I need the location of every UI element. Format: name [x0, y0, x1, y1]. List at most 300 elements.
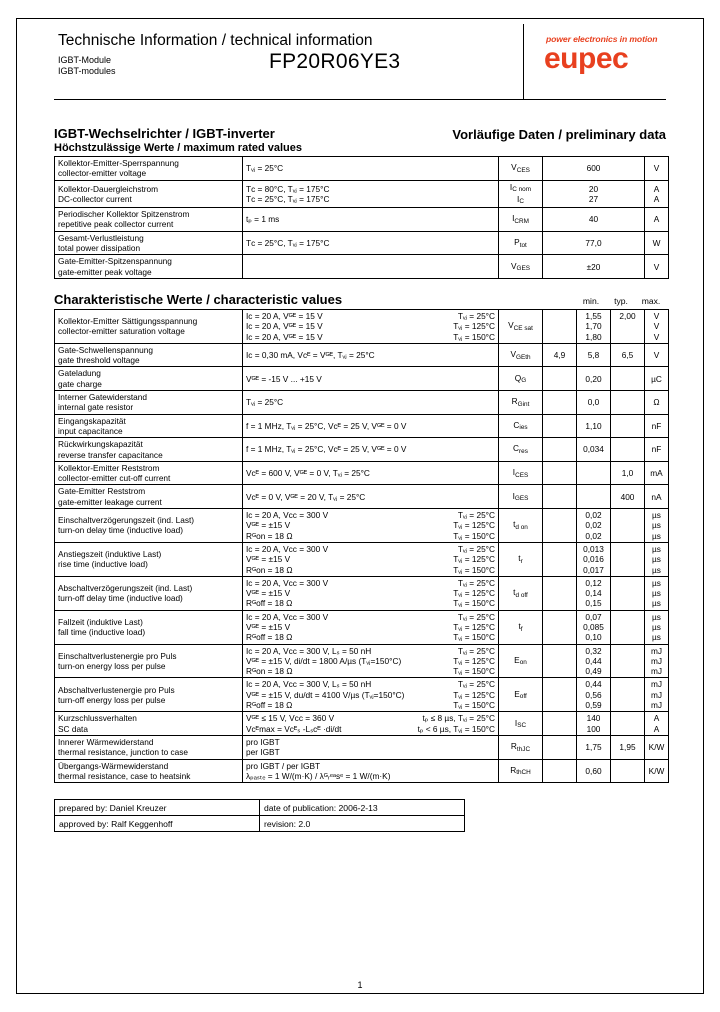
condition-left: Rᴳon = 18 Ω [246, 530, 293, 541]
conditions-stack [246, 214, 495, 224]
row-value-min [543, 438, 577, 462]
brand-slogan: power electronics in motion [546, 34, 658, 44]
table-row [55, 208, 669, 232]
unit-value: mJ [650, 666, 663, 677]
symbol-text: $V_{GEth}$ [510, 349, 531, 361]
row-symbol [499, 231, 543, 255]
unit-value: µs [652, 543, 661, 554]
value-max [614, 444, 641, 454]
unit-value: µs [652, 588, 661, 599]
revision: revision: 2.0 [260, 816, 465, 832]
description-de: Kollektor-Dauergleichstrom [58, 183, 159, 194]
description-de: Fallzeit (induktive Last) [58, 616, 143, 627]
description-en: thermal resistance, junction to case [58, 747, 189, 758]
value-max [614, 766, 641, 776]
condition-line [246, 520, 495, 530]
row-symbol [499, 208, 543, 232]
row-value-min [543, 414, 577, 438]
col-header-typ: typ. [614, 295, 628, 306]
value-max [614, 690, 641, 700]
condition-line [246, 468, 495, 478]
condition-left: per IGBT [246, 747, 280, 758]
table-row [55, 231, 669, 255]
row-conditions [243, 309, 499, 343]
value-max [614, 520, 641, 530]
condition-line [246, 421, 495, 431]
value-min [546, 544, 573, 554]
row-unit [645, 343, 669, 367]
row-description [55, 678, 243, 712]
symbol-text: $C_{res}$ [513, 443, 528, 455]
unit-value: µs [652, 598, 661, 609]
condition-left: pro IGBT / per IGBT [246, 760, 321, 771]
condition-right: Tᵥⱼ = 25°C [457, 510, 495, 521]
condition-left: Vᴳᴱ = ±15 V [246, 520, 291, 531]
unit-value: mJ [650, 645, 663, 656]
condition-right: Tᵥⱼ = 150°C [453, 530, 495, 541]
row-symbol [499, 461, 543, 485]
section1-title-block [54, 126, 302, 154]
description-de: Abschaltverzögerungszeit (ind. Last) [58, 582, 193, 593]
condition-line [246, 632, 495, 642]
row-unit [645, 414, 669, 438]
condition-right: Tᵥⱼ = 150°C [453, 598, 495, 609]
symbol-subscript: d off [515, 591, 528, 599]
unit-value: V [653, 310, 660, 321]
row-value-typ [577, 759, 611, 783]
value-typ: 1,10 [585, 420, 602, 431]
row-description [55, 391, 243, 415]
section1-subtitle: Höchstzulässige Werte / maximum rated values [54, 142, 302, 154]
condition-right: Tᵥⱼ = 125°C [453, 520, 495, 531]
value-typ: 27 [588, 193, 599, 204]
condition-line [246, 646, 495, 656]
condition-line [246, 163, 495, 173]
condition-line [246, 724, 495, 734]
table-row [55, 343, 669, 367]
unit-value: µs [652, 632, 661, 643]
value-max [614, 374, 641, 384]
symbol-subscript: ies [519, 424, 528, 432]
preliminary-data-label: Vorläufige Daten / preliminary data [452, 127, 666, 142]
row-value-typ [577, 367, 611, 391]
minmax-column-headers [576, 296, 666, 307]
row-value-max [611, 343, 645, 367]
condition-line [246, 656, 495, 666]
symbol-text: $t_f$ [518, 620, 523, 633]
row-value-typ [577, 461, 611, 485]
row-value [543, 208, 645, 232]
value-max [614, 397, 641, 407]
document-title: Technische Information / technical information [58, 32, 373, 49]
unit-value: µC [651, 373, 662, 384]
row-unit [645, 461, 669, 485]
unit-value: µs [652, 530, 661, 541]
row-value-max [611, 735, 645, 759]
value-min [546, 690, 573, 700]
row-value-min [543, 343, 577, 367]
row-value-max [611, 461, 645, 485]
condition-left: Iᴄ = 20 A, Vᴄᴄ = 300 V [246, 577, 329, 588]
condition-line [246, 700, 495, 710]
condition-line [246, 612, 495, 622]
symbol-subscript: CES [516, 166, 530, 174]
row-description [55, 208, 243, 232]
condition-line [246, 578, 495, 588]
row-symbol [499, 485, 543, 509]
value-typ: 140 [586, 713, 601, 724]
value-typ: 0,085 [583, 621, 604, 632]
condition-left: Iᴄ = 20 A, Vᴳᴱ = 15 V [246, 321, 323, 332]
description-de: Kollektor-Emitter Sättigungsspannung [58, 316, 198, 327]
unit-value: µs [652, 621, 661, 632]
row-description [55, 461, 243, 485]
row-symbol [499, 735, 543, 759]
value-max [614, 554, 641, 564]
row-unit [645, 610, 669, 644]
condition-right: tₚ < 6 µs, Tᵥⱼ = 150°C [417, 723, 495, 734]
conditions-stack [246, 163, 495, 173]
symbol-subscript: Gint [517, 400, 530, 408]
unit-value: V [653, 261, 660, 272]
symbol-text: $E_{off}$ [514, 688, 527, 701]
row-unit [645, 255, 669, 279]
row-description [55, 712, 243, 736]
condition-line [246, 214, 495, 224]
value-min [546, 554, 573, 564]
row-description [55, 485, 243, 509]
symbol-subscript: CES [515, 471, 529, 479]
value-typ: 5,8 [587, 350, 600, 360]
unit-value: Ω [653, 397, 660, 408]
row-unit [645, 712, 669, 736]
description-de: Gate-Emitter-Spitzenspannung [58, 256, 172, 267]
unit-value: µs [652, 577, 661, 588]
symbol-text: $R_{thCH}$ [510, 764, 531, 777]
table-row [55, 157, 669, 181]
value-typ: 1,55 [585, 310, 602, 321]
row-symbol [499, 644, 543, 678]
row-unit [645, 231, 669, 255]
row-symbol [499, 678, 543, 712]
condition-left: Rᴳoff = 18 Ω [246, 700, 293, 711]
value-min [546, 531, 573, 541]
value-min [546, 622, 573, 632]
description-de: Innerer Wärmewiderstand [58, 736, 154, 747]
condition-left: Iᴄ = 0,30 mA, Vᴄᴱ = Vᴳᴱ, Tᵥⱼ = 25°C [246, 350, 375, 360]
description-de: Einschaltverzögerungszeit (ind. Last) [58, 515, 195, 526]
description-en: turn-off delay time (inductive load) [58, 593, 183, 604]
condition-left: Vᴳᴱ = ±15 V, du/dt = 4100 V/µs (Tᵥⱼ=150°C) [246, 689, 405, 700]
value-min [546, 332, 573, 342]
row-unit [645, 678, 669, 712]
row-value-typ [577, 485, 611, 509]
row-value-min [543, 610, 577, 644]
value-min [546, 321, 573, 331]
row-symbol [499, 367, 543, 391]
page-content [54, 24, 666, 832]
row-conditions [243, 343, 499, 367]
condition-left: Tᴄ = 25°C, Tᵥⱼ = 175°C [246, 193, 330, 204]
description-en: gate charge [58, 378, 102, 389]
unit-value: mJ [650, 655, 663, 666]
row-description [55, 309, 243, 343]
product-family-de: IGBT-Module [58, 55, 112, 65]
row-unit [645, 367, 669, 391]
description-en: collector-emitter cut-off current [58, 473, 171, 484]
row-description [55, 157, 243, 181]
value-typ: 20 [588, 183, 599, 194]
condition-left: Iᴄ = 20 A, Vᴄᴄ = 300 V [246, 510, 329, 521]
row-value-typ [577, 576, 611, 610]
symbol-subscript: f [520, 625, 523, 633]
description-de: Abschaltverlustenergie pro Puls [58, 684, 175, 695]
part-number: FP20R06YE3 [269, 50, 401, 73]
condition-right: Tᵥⱼ = 25°C [457, 645, 495, 656]
value-typ: 77,0 [585, 237, 602, 248]
value-min [546, 679, 573, 689]
section2-header [54, 292, 666, 307]
description-de: Kollektor-Emitter Reststrom [58, 462, 160, 473]
row-conditions [243, 391, 499, 415]
row-value-typ [577, 343, 611, 367]
value-max [614, 666, 641, 676]
value-typ: 0,016 [583, 554, 604, 565]
value-min [546, 632, 573, 642]
value-min [546, 700, 573, 710]
row-conditions [243, 438, 499, 462]
value-typ: 40 [588, 214, 599, 225]
value-max: 6,5 [621, 350, 634, 360]
row-unit [645, 644, 669, 678]
value-min [546, 766, 573, 776]
value-typ: 0,10 [585, 632, 602, 643]
row-conditions [243, 461, 499, 485]
value-min [546, 724, 573, 734]
value-max [614, 612, 641, 622]
conditions-stack [246, 444, 495, 454]
description-de: Kollektor-Emitter-Sperrspannung [58, 158, 179, 168]
symbol-text: $R_{Gint}$ [511, 396, 530, 408]
condition-line [246, 588, 495, 598]
value-max: 400 [620, 491, 635, 502]
symbol-subscript: C nom [512, 186, 532, 194]
table-row [55, 678, 669, 712]
symbol-text: $t_{d on}$ [513, 519, 528, 531]
condition-line [246, 531, 495, 541]
row-value [543, 180, 645, 208]
row-description [55, 414, 243, 438]
value-min [546, 421, 573, 431]
description-de: Eingangskapazität [58, 415, 126, 426]
description-de: Übergangs-Wärmewiderstand [58, 760, 169, 771]
condition-left: Tᵥⱼ = 25°C [246, 397, 284, 408]
value-max [614, 531, 641, 541]
row-unit [645, 735, 669, 759]
table-row [55, 610, 669, 644]
row-conditions [243, 759, 499, 783]
symbol-text: $P_{tot}$ [514, 236, 527, 249]
condition-right: Tᵥⱼ = 125°C [453, 554, 495, 565]
value-max [614, 578, 641, 588]
row-value-typ [577, 309, 611, 343]
prepared-by: prepared by: Daniel Kreuzer [55, 800, 260, 816]
symbol-subscript: SC [517, 722, 527, 730]
row-conditions [243, 678, 499, 712]
condition-right: Tᵥⱼ = 150°C [453, 331, 495, 342]
unit-value: mA [650, 467, 663, 478]
unit-value: nF [651, 444, 662, 455]
row-value-max [611, 759, 645, 783]
value-max [614, 700, 641, 710]
table-row [55, 712, 669, 736]
value-min [546, 444, 573, 454]
table-row [55, 414, 669, 438]
value-typ: ±20 [586, 261, 601, 272]
description-en: thermal resistance, case to heatsink [58, 770, 191, 781]
value-typ: 600 [586, 163, 601, 174]
condition-left: λₚₐₛₜₑ = 1 W/(m·K) / λᴳᵣᵉᵃѕᵉ = 1 W/(m·K) [246, 770, 391, 781]
table-row [55, 367, 669, 391]
description-en: reverse transfer capacitance [58, 449, 163, 460]
symbol-subscript: off [519, 693, 527, 701]
symbol-subscript: CE sat [513, 324, 533, 332]
table-row [55, 461, 669, 485]
condition-line [246, 350, 495, 360]
condition-left: Rᴳoff = 18 Ω [246, 598, 293, 609]
characteristic-values-table [54, 309, 669, 783]
condition-line [246, 679, 495, 689]
value-max [614, 632, 641, 642]
row-unit [645, 509, 669, 543]
condition-right: Tᵥⱼ = 150°C [453, 632, 495, 643]
value-max: 1,0 [621, 467, 634, 478]
unit-value: nF [651, 420, 662, 431]
table-row [55, 485, 669, 509]
row-value-max [611, 712, 645, 736]
symbol-text: $I_{SC}$ [514, 717, 527, 730]
row-symbol [499, 309, 543, 343]
description-en: collector-emitter saturation voltage [58, 326, 185, 337]
symbol-subscript: CRM [514, 217, 529, 225]
value-typ: 0,20 [585, 373, 602, 384]
conditions-stack [246, 646, 495, 677]
value-max [614, 588, 641, 598]
header-left [54, 24, 523, 99]
value-min [546, 311, 573, 321]
condition-right: Tᵥⱼ = 25°C [457, 543, 495, 554]
condition-right: Tᵥⱼ = 125°C [453, 588, 495, 599]
condition-line [246, 666, 495, 676]
unit-value: mJ [650, 700, 663, 711]
condition-right: Tᵥⱼ = 125°C [453, 621, 495, 632]
condition-right: Tᵥⱼ = 25°C [457, 679, 495, 690]
row-description [55, 180, 243, 208]
unit-value: V [653, 321, 660, 332]
row-value-min [543, 485, 577, 509]
condition-left: Rᴳon = 18 Ω [246, 666, 293, 677]
description-de: Gesamt-Verlustleistung [58, 232, 144, 243]
conditions-stack [246, 374, 495, 384]
condition-line [246, 565, 495, 575]
row-description [55, 576, 243, 610]
approved-by: approved by: Ralf Keggenhoff [55, 816, 260, 832]
condition-line [246, 771, 495, 781]
condition-line [246, 747, 495, 757]
row-symbol [499, 343, 543, 367]
row-value-min [543, 461, 577, 485]
value-typ: 0,32 [585, 645, 602, 656]
symbol-subscript: GES [516, 265, 531, 273]
condition-line [246, 761, 495, 771]
row-value-max [611, 576, 645, 610]
symbol-text-2: $I_C$ [517, 193, 524, 206]
row-conditions [243, 255, 499, 279]
condition-left: Rᴳoff = 18 Ω [246, 632, 293, 643]
condition-left: Iᴄ = 20 A, Vᴳᴱ = 15 V [246, 331, 323, 342]
condition-line [246, 311, 495, 321]
unit-value: mJ [650, 689, 663, 700]
row-description [55, 542, 243, 576]
value-max [614, 544, 641, 554]
condition-left: f = 1 MHz, Tᵥⱼ = 25°C, Vᴄᴱ = 25 V, Vᴳᴱ = 0 V [246, 420, 407, 431]
unit-value: K/W [648, 765, 665, 776]
conditions-stack [246, 468, 495, 478]
value-max [614, 421, 641, 431]
unit-value: K/W [648, 742, 665, 753]
unit-value: W [652, 237, 661, 248]
row-value-max [611, 542, 645, 576]
unit-value: A [653, 214, 660, 225]
unit-value: V [653, 350, 660, 360]
table-row [55, 391, 669, 415]
row-symbol [499, 438, 543, 462]
section2-title: Charakteristische Werte / characteristic values [54, 291, 343, 307]
row-conditions [243, 542, 499, 576]
value-typ [580, 468, 607, 478]
value-typ: 0,60 [585, 765, 602, 776]
row-value [543, 231, 645, 255]
row-value-typ [577, 610, 611, 644]
symbol-text: $t_{d off}$ [513, 587, 528, 599]
value-typ: 1,80 [585, 331, 602, 342]
value-typ: 1,75 [585, 742, 602, 753]
row-value-max [611, 391, 645, 415]
description-en: internal gate resistor [58, 402, 134, 413]
condition-line [246, 321, 495, 331]
row-conditions [243, 735, 499, 759]
col-header-max: max. [641, 295, 661, 306]
value-max [614, 622, 641, 632]
value-min [546, 612, 573, 622]
description-de: Interner Gatewiderstand [58, 392, 148, 403]
row-unit [645, 542, 669, 576]
condition-right: Tᵥⱼ = 150°C [453, 564, 495, 575]
row-value-typ [577, 644, 611, 678]
description-en: turn-off energy loss per pulse [58, 694, 166, 705]
description-de: Rückwirkungskapazität [58, 439, 143, 450]
table2-body [55, 309, 669, 782]
maximum-rated-values-table [54, 156, 669, 279]
row-unit [645, 438, 669, 462]
condition-line [246, 598, 495, 608]
unit-value: V [653, 163, 660, 174]
condition-left: Tᴄ = 25°C, Tᵥⱼ = 175°C [246, 237, 330, 248]
row-value [543, 157, 645, 181]
symbol-text: $t_r$ [518, 553, 523, 565]
condition-line [246, 544, 495, 554]
conditions-stack [246, 761, 495, 782]
